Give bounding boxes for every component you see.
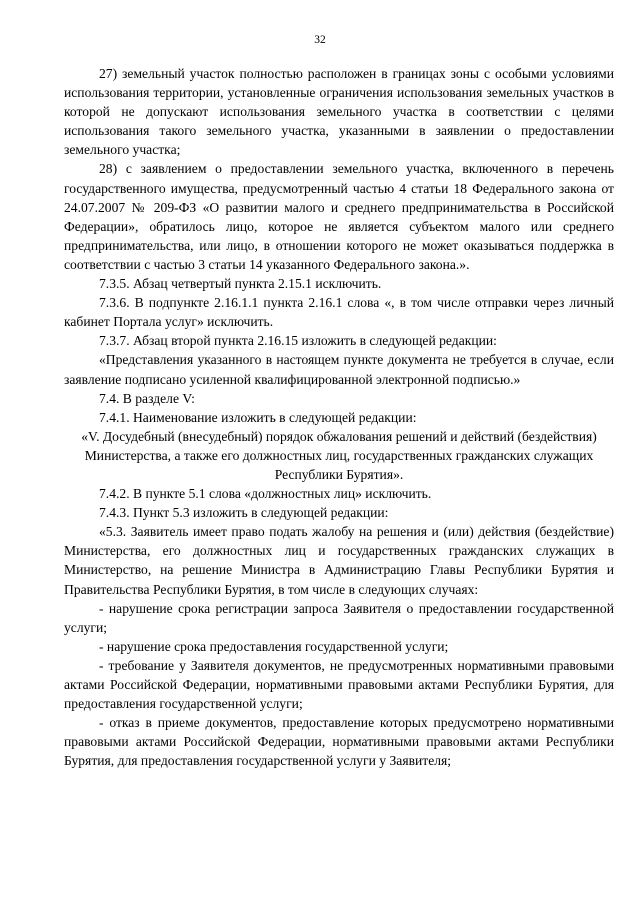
page-number: 32 <box>314 34 326 46</box>
paragraph-7-3-6: 7.3.6. В подпункте 2.16.1.1 пункта 2.16.1 слова «, в том числе отправки через личный кабинет Портала услуг» исключить. <box>64 295 614 330</box>
paragraph-5-3: «5.3. Заявитель имеет право подать жалобу на решения и (или) действия (бездействие) Министерства, его должностных лиц и государственных гражданских служащих в Министерство, на решение Министра в Администрацию Главы Республики Бурятия и Правительства Республики Бурятия, в том числе в следующих случаях: <box>64 524 614 597</box>
paragraph-quote-representation: «Представления указанного в настоящем пункте документа не требуется в случае, если заявление подписано усиленной квалифицированной электронной подписью.» <box>64 352 614 387</box>
paragraph-item-28: 28) с заявлением о предоставлении земельного участка, включенного в перечень государственного имущества, предусмотренный частью 4 статьи 18 Федерального закона от 24.07.2007 № 209-ФЗ «О развитии малого и среднего предпринимательства в Российской Федерации», обратилось лицо, которое не является субъектом малого или среднего предпринимательства, или лицо, в отношении которого не может оказываться поддержка в соответствии с частью 3 статьи 14 указанного Федерального закона.». <box>64 161 614 272</box>
document-body <box>64 64 614 770</box>
list-item-registration-violation: - нарушение срока регистрации запроса Заявителя о предоставлении государственной услуги; <box>64 600 614 635</box>
list-item-document-requirement: - требование у Заявителя документов, не предусмотренных нормативными правовыми актами Российской Федерации, нормативными правовыми актами Республики Бурятия, для предоставления государственной услуги; <box>64 657 614 712</box>
paragraph-7-3-5: 7.3.5. Абзац четвертый пункта 2.15.1 исключить. <box>99 276 382 292</box>
paragraph-7-4-1: 7.4.1. Наименование изложить в следующей редакции: <box>99 409 417 425</box>
list-item-document-refusal: - отказ в приеме документов, предоставление которых предусмотрено нормативными правовыми актами Российской Федерации, нормативными правовыми актами Республики Бурятия, для предоставления государственной услуги у Заявителя; <box>64 715 614 769</box>
section-v-title: «V. Досудебный (внесудебный) порядок обжалования решений и действий (бездействия) Министерства, а также его должностных лиц, государственных гражданских служащих Республики Бурятия». <box>81 428 597 482</box>
list-item-deadline-violation: - нарушение срока предоставления государственной услуги; <box>99 638 449 654</box>
paragraph-item-27: 27) земельный участок полностью расположен в границах зоны с особыми условиями использования территории, установленные ограничения использования земельных участков в которой не допускают использования земельного участка в соответствии с целями использования такого земельного участка, указанными в заявлении о предоставлении земельного участка; <box>64 66 614 158</box>
paragraph-7-4-2: 7.4.2. В пункте 5.1 слова «должностных лиц» исключить. <box>99 486 432 502</box>
paragraph-7-4: 7.4. В разделе V: <box>99 390 195 406</box>
paragraph-7-3-7: 7.3.7. Абзац второй пункта 2.16.15 изложить в следующей редакции: <box>99 333 497 349</box>
paragraph-7-4-3: 7.4.3. Пункт 5.3 изложить в следующей редакции: <box>99 505 389 521</box>
